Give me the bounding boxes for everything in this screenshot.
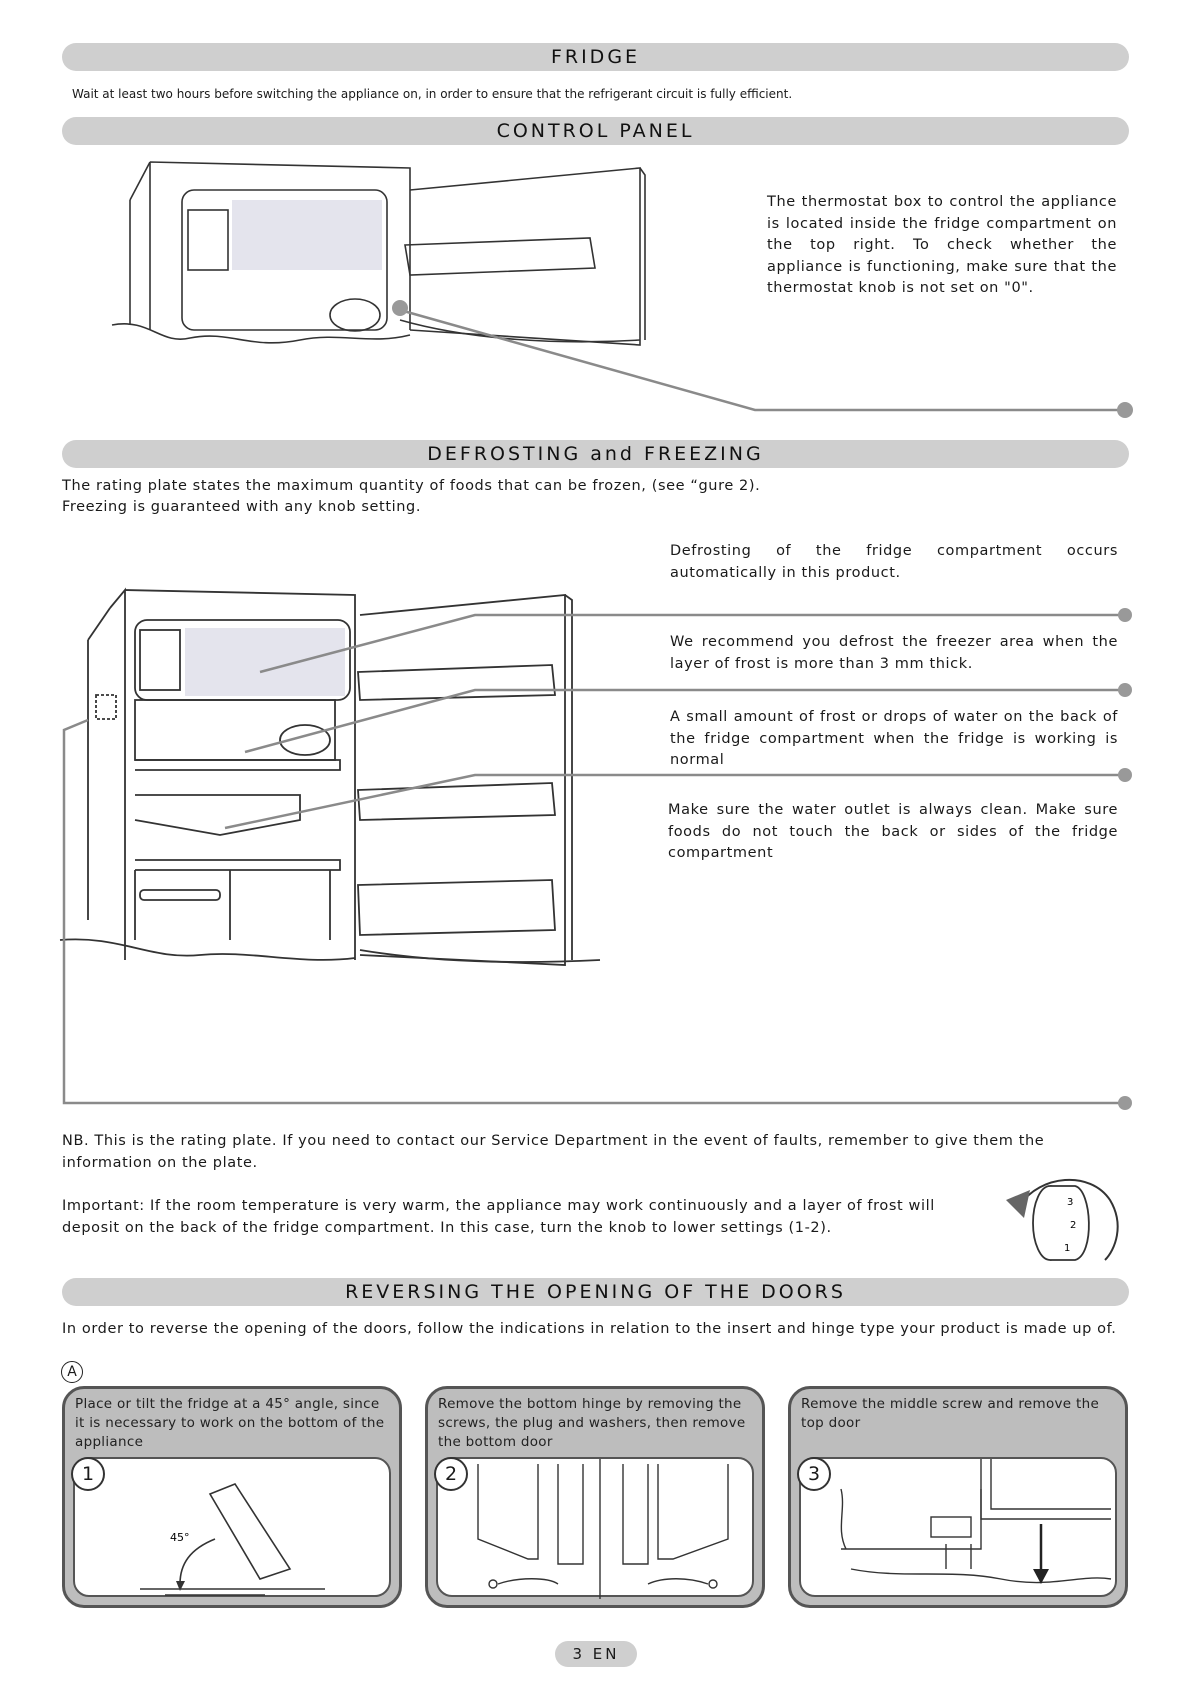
rating-plate-line1: The rating plate states the maximum quantity of foods that can be frozen, (see “gure 2). [62,478,761,494]
knob-mark-3: 3 [1067,1197,1074,1208]
step-2-text: Remove the bottom hinge by removing the screws, the plug and washers, then remove the bottom door [438,1396,746,1450]
important-text: Important: If the room temperature is very warm, the appliance may work continuously and a layer of frost will deposit on the back of the fridge compartment. In this case, turn the knob to lower settings (1-2). [62,1198,935,1236]
frost-normal-text: A small amount of frost or drops of water on the back of the fridge compartment when the fridge is working is normal [670,709,1118,768]
water-outlet-text: Make sure the water outlet is always clean. Make sure foods do not touch the back or sides of the fridge compartment [668,802,1118,861]
section-header-reversing: REVERSING THE OPENING OF THE DOORS [62,1278,1129,1306]
step-panel-2 [425,1386,765,1608]
freezer-defrost-text: We recommend you defrost the freezer area when the layer of frost is more than 3 mm thick. [670,634,1118,672]
angle-label: 45° [170,1531,190,1544]
step-number-1: 1 [71,1457,105,1491]
auto-defrost-text: Defrosting of the fridge compartment occurs automatically in this product. [670,543,1118,581]
intro-note: Wait at least two hours before switching the appliance on, in order to ensure that the refrigerant circuit is fully efficient. [72,87,793,101]
control-panel-text: The thermostat box to control the appliance is located inside the fridge compartment on the top right. To check whether the appliance is functioning, make sure that the thermostat knob is not set on "0". [767,194,1117,296]
knob-mark-2: 2 [1070,1220,1077,1231]
reverse-intro-text: In order to reverse the opening of the doors, follow the indications in relation to the insert and hinge type your product is made up of. [62,1321,1117,1337]
variant-label: A [61,1361,83,1383]
section-header-defrosting: DEFROSTING and FREEZING [62,440,1129,468]
middle-screw-illustration [801,1459,1121,1599]
knob-mark-1: 1 [1064,1243,1071,1254]
section-header-control-panel: CONTROL PANEL [62,117,1129,145]
step-1-text: Place or tilt the fridge at a 45° angle, since it is necessary to work on the bottom of the appliance [75,1396,385,1450]
thermostat-knob-icon [1000,1160,1125,1265]
step-number-2: 2 [434,1457,468,1491]
tilt-fridge-illustration [75,1459,395,1599]
step-3-text: Remove the middle screw and remove the top door [801,1396,1100,1431]
rating-plate-line2: Freezing is guaranteed with any knob setting. [62,499,422,515]
hinge-removal-illustration [438,1459,758,1599]
section-header-fridge: FRIDGE [62,43,1129,71]
page-number: 3 EN [555,1641,637,1667]
nb-rating-plate-text: NB. This is the rating plate. If you need to contact our Service Department in the event of faults, remember to give them the information on the plate. [62,1133,1045,1171]
step-panel-1 [62,1386,402,1608]
step-number-3: 3 [797,1457,831,1491]
step-panel-3 [788,1386,1128,1608]
